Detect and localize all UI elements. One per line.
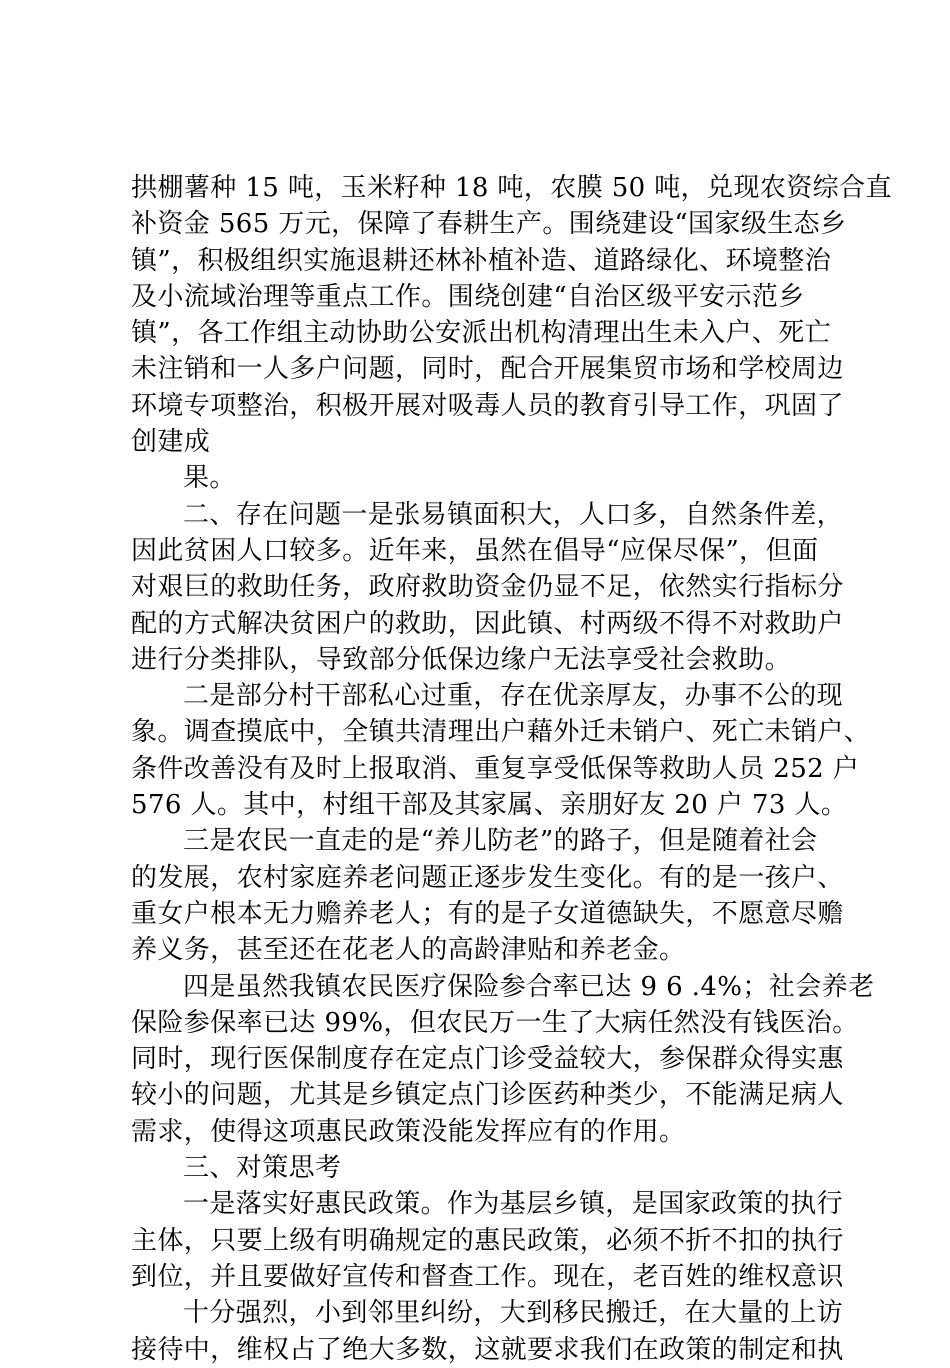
text-line: 补资金 565 万元，保障了春耕生产。围绕建设“国家级生态乡 <box>131 209 847 240</box>
text-line: 一是落实好惠民政策。作为基层乡镇，是国家政策的执行 <box>183 1189 844 1220</box>
text-line: 二、存在问题一是张易镇面积大，人口多，自然条件差， <box>183 499 844 530</box>
text-line: 条件改善没有及时上报取消、重复享受低保等救助人员 252 户 <box>131 753 860 784</box>
text-line: 四是虽然我镇农民医疗保险参合率已达 9 6 .4%；社会养老 <box>183 971 875 1002</box>
text-line: 创建成 <box>131 427 211 458</box>
text-line: 主体，只要上级有明确规定的惠民政策，必须不折不扣的执行 <box>131 1225 844 1256</box>
text-line: 养义务，甚至还在花老人的高龄津贴和养老金。 <box>131 935 686 966</box>
text-line: 因此贫困人口较多。近年来，虽然在倡导“应保尽保”，但面 <box>131 535 819 566</box>
text-line: 镇”，各工作组主动协助公安派出机构清理出生未入户、死亡 <box>131 318 832 349</box>
text-line: 二是部分村干部私心过重，存在优亲厚友，办事不公的现 <box>183 681 844 712</box>
text-line: 环境专项整治，积极开展对吸毒人员的教育引导工作，巩固了 <box>131 390 844 421</box>
text-line: 未注销和一人多户问题，同时，配合开展集贸市场和学校周边 <box>131 354 844 385</box>
text-line: 进行分类排队，导致部分低保边缘户无法享受社会救助。 <box>131 644 792 675</box>
text-line: 同时，现行医保制度存在定点门诊受益较大，参保群众得实惠 <box>131 1044 844 1075</box>
text-line: 接待中，维权占了绝大多数，这就要求我们在政策的制定和执 <box>131 1334 844 1365</box>
text-line: 果。 <box>183 463 236 494</box>
body-text <box>131 170 892 1368</box>
text-line: 保险参保率已达 99%，但农民万一生了大病任然没有钱医治。 <box>131 1007 859 1038</box>
text-line: 需求，使得这项惠民政策没能发挥应有的作用。 <box>131 1116 686 1147</box>
text-line: 对艰巨的救助任务，政府救助资金仍显不足，依然实行指标分 <box>131 572 844 603</box>
text-line: 到位，并且要做好宣传和督查工作。现在，老百姓的维权意识 <box>131 1261 844 1292</box>
text-line: 及小流域治理等重点工作。围绕创建“自治区级平安示范乡 <box>131 281 805 312</box>
text-line: 拱棚薯种 15 吨，玉米籽种 18 吨，农膜 50 吨，兑现农资综合直 <box>131 173 892 203</box>
text-line: 十分强烈，小到邻里纠纷，大到移民搬迁，在大量的上访 <box>183 1298 844 1329</box>
text-line: 重女户根本无力赡养老人；有的是子女道德缺失，不愿意尽赡 <box>131 898 844 929</box>
text-line: 三是农民一直走的是“养儿防老”的路子，但是随着社会 <box>183 826 818 857</box>
text-line: 的发展，农村家庭养老问题正逐步发生变化。有的是一孩户、 <box>131 862 844 893</box>
text-line: 较小的问题，尤其是乡镇定点门诊医药种类少，不能满足病人 <box>131 1080 844 1111</box>
text-line: 配的方式解决贫困户的救助，因此镇、村两级不得不对救助户 <box>131 608 844 639</box>
text-line: 镇”，积极组织实施退耕还林补植补造、道路绿化、环境整治 <box>131 245 832 276</box>
text-line: 三、对策思考 <box>183 1153 342 1184</box>
text-line: 576 人。其中，村组干部及其家属、亲朋好友 20 户 73 人。 <box>131 790 848 821</box>
text-line: 象。调查摸底中，全镇共清理出户藉外迁未销户、死亡未销户、 <box>131 717 871 748</box>
